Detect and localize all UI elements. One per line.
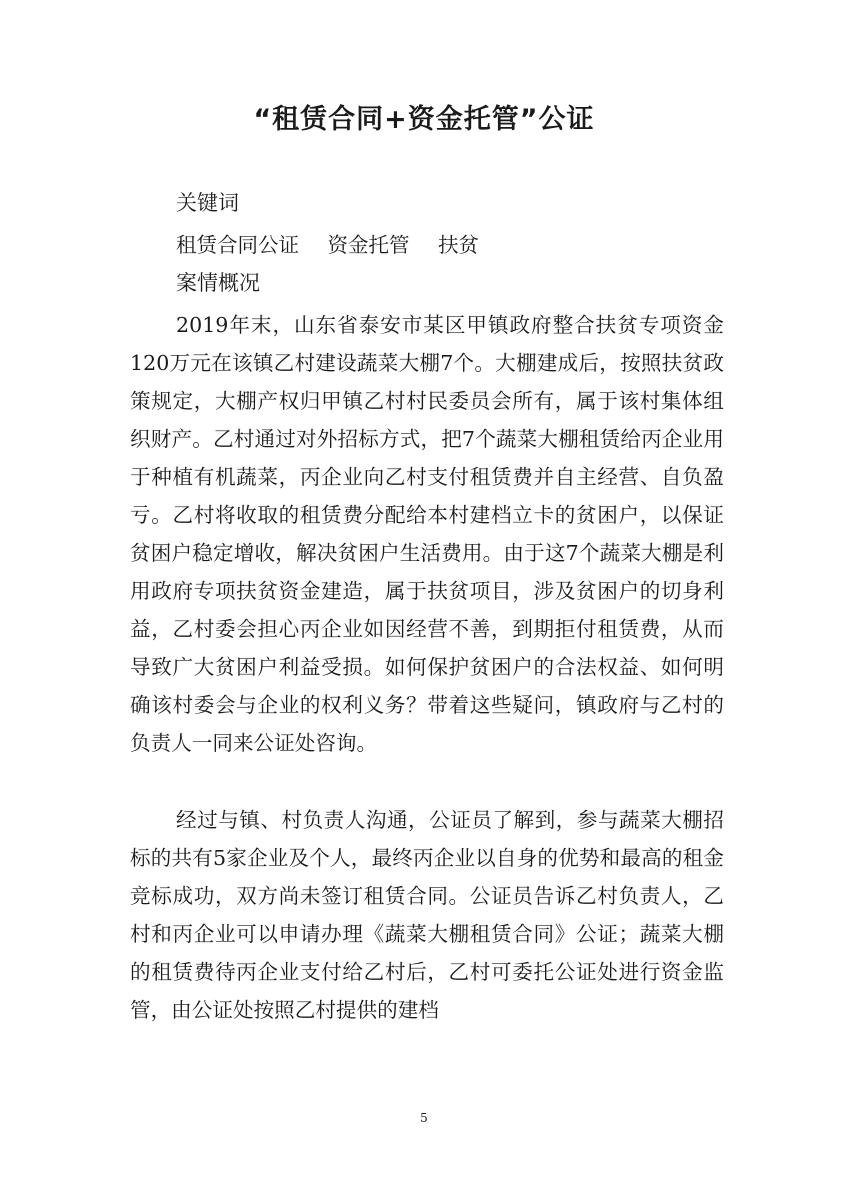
keyword-item: 扶贫 xyxy=(438,233,480,257)
case-heading: 案情概况 xyxy=(176,271,260,295)
page-number: 5 xyxy=(420,1111,428,1125)
body-paragraph: 2019年末，山东省泰安市某区甲镇政府整合扶贫专项资金120万元在该镇乙村建设蔬菜大棚7个。大棚建成后，按照扶贫政策规定，大棚产权归甲镇乙村村民委员会所有，属于该村集体组织财产。乙村通过对外招标方式，把7个蔬菜大棚租赁给丙企业用于种植有机蔬菜，丙企业向乙村支付租赁费并自主经营、自负盈亏。乙村将收取的租赁费分配给本村建档立卡的贫困户，以保证贫困户稳定增收，解决贫困户生活费用。由于这7个蔬菜大棚是利用政府专项扶贫资金建造，属于扶贫项目，涉及贫困户的切身利益，乙村委会担心丙企业如因经营不善，到期拒付租赁费，从而导致广大贫困户利益受损。如何保护贫困户的合法权益、如何明确该村委会与企业的权利义务？带着这些疑问，镇政府与乙村的负责人一同来公证处咨询。 xyxy=(130,313,724,755)
keyword-item: 租赁合同公证 xyxy=(176,233,299,257)
keywords-heading: 关键词 xyxy=(176,191,239,215)
keywords-list xyxy=(176,230,501,260)
document-title: “租赁合同+资金托管”公证 xyxy=(253,104,595,135)
body-paragraph: 经过与镇、村负责人沟通，公证员了解到，参与蔬菜大棚招标的共有5家企业及个人，最终丙企业以自身的优势和最高的租金竞标成功，双方尚未签订租赁合同。公证员告诉乙村负责人，乙村和丙企业可以申请办理《蔬菜大棚租赁合同》公证；蔬菜大棚的租赁费待丙企业支付给乙村后，乙村可委托公证处进行资金监管，由公证处按照乙村提供的建档 xyxy=(130,808,724,1022)
keyword-item: 资金托管 xyxy=(327,233,410,257)
